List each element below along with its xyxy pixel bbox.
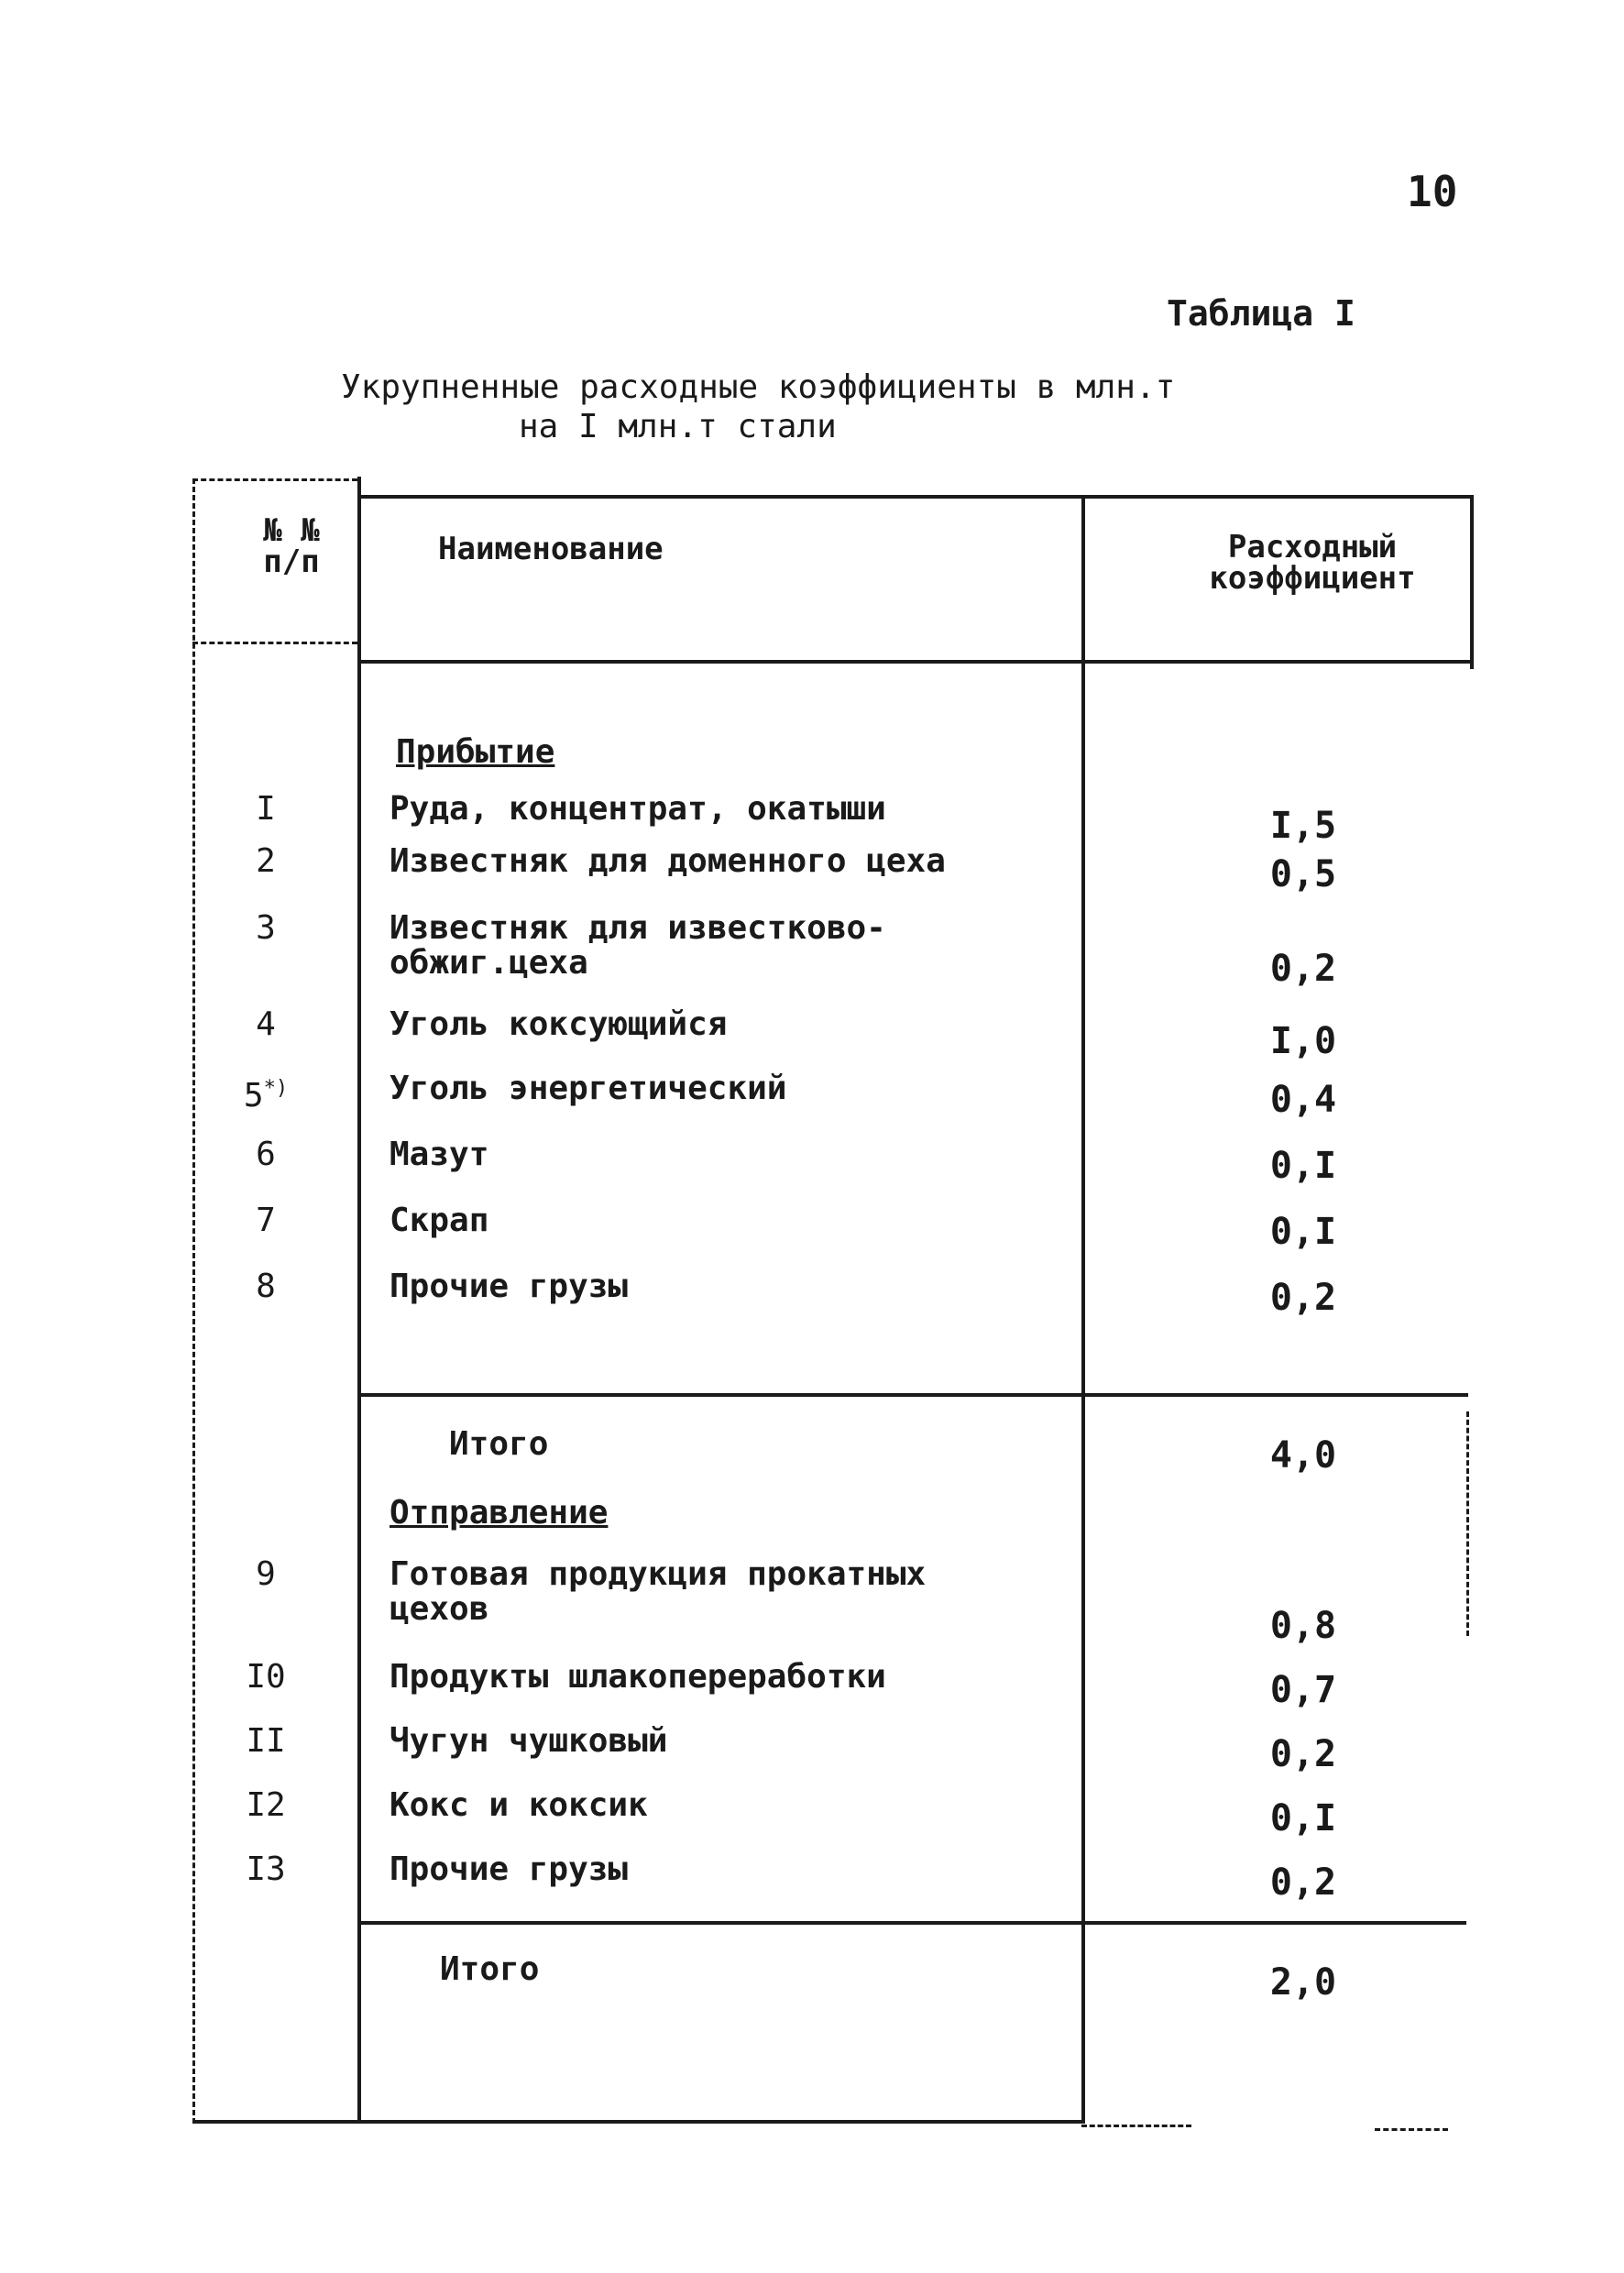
row-coefficient: 0,7 xyxy=(1269,1669,1337,1711)
row-name xyxy=(390,909,886,982)
top-border xyxy=(357,495,1474,499)
total-dispatch-value: 2,0 xyxy=(1269,1961,1337,2004)
table-row xyxy=(0,1270,1624,1325)
table-row xyxy=(0,1722,1624,1780)
table-row xyxy=(0,1555,1624,1659)
row-number: 6 xyxy=(256,1136,276,1173)
row-coefficient: I,0 xyxy=(1269,1020,1337,1062)
row-number: I2 xyxy=(246,1786,286,1824)
header-number-line-2: п/п xyxy=(263,544,320,580)
row-coefficient: I,5 xyxy=(1269,805,1337,847)
row-name: Кокс и коксик xyxy=(390,1786,648,1824)
row-number: 8 xyxy=(256,1268,276,1305)
row-name: Продукты шлакопереработки xyxy=(390,1658,886,1696)
table-title-line-1: Укрупненные расходные коэффициенты в млн.т xyxy=(341,368,1176,406)
row-number: I0 xyxy=(246,1658,286,1696)
row-coefficient: 0,I xyxy=(1269,1211,1337,1253)
row-number: 7 xyxy=(256,1202,276,1239)
table-title-line-2: на I млн.т стали xyxy=(519,408,837,445)
header-number-line-1: № № xyxy=(263,512,320,549)
footnote-mark: *) xyxy=(263,1077,289,1100)
row-name: Прочие грузы xyxy=(390,1850,629,1888)
row-number: I3 xyxy=(246,1850,286,1888)
total-arrival-value: 4,0 xyxy=(1269,1434,1337,1477)
row-name: Прочие грузы xyxy=(390,1268,629,1305)
arrival-total-separator xyxy=(357,1393,1468,1397)
table-row xyxy=(0,1786,1624,1844)
header-coefficient-line-1: Расходный xyxy=(1227,529,1398,566)
row-coefficient: 0,5 xyxy=(1269,853,1337,895)
row-number: II xyxy=(246,1722,286,1760)
table-row xyxy=(0,909,1624,1013)
row-name: Мазут xyxy=(390,1136,489,1173)
row-name xyxy=(390,1555,927,1628)
row-name: Уголь энергетический xyxy=(390,1070,787,1107)
table-row xyxy=(0,842,1624,900)
row-name-line-2: обжиг.цеха xyxy=(390,944,588,982)
row-number: 2 xyxy=(256,842,276,880)
page-number: 10 xyxy=(1407,167,1458,216)
header-separator xyxy=(357,660,1474,664)
row-number: 4 xyxy=(256,1005,276,1043)
bottom-border-right-2 xyxy=(1375,2128,1448,2131)
table-row xyxy=(0,1204,1624,1259)
table-row xyxy=(0,1072,1624,1127)
header-coefficient-line-2: коэффициент xyxy=(1209,560,1416,597)
bottom-border xyxy=(192,2120,1081,2124)
top-border-left xyxy=(192,478,357,481)
dispatch-total-separator xyxy=(357,1921,1466,1925)
table-row xyxy=(0,1005,1624,1063)
row-number: 9 xyxy=(256,1555,276,1593)
row-number: 3 xyxy=(256,909,276,947)
section-arrival: Прибытие xyxy=(396,733,555,771)
row-name: Известняк для доменного цеха xyxy=(390,842,946,880)
table-row xyxy=(0,1138,1624,1193)
table-row xyxy=(0,1658,1624,1716)
row-name-line-2: цехов xyxy=(390,1590,489,1628)
row-coefficient: 0,2 xyxy=(1269,1861,1337,1904)
row-name: Уголь коксующийся xyxy=(390,1005,728,1043)
header-separator-left xyxy=(192,642,357,644)
row-coefficient: 0,2 xyxy=(1269,1277,1337,1319)
section-dispatch: Отправление xyxy=(390,1494,609,1532)
row-name: Руда, концентрат, окатыши xyxy=(390,790,886,828)
row-coefficient: 0,4 xyxy=(1269,1079,1337,1121)
bottom-border-right-1 xyxy=(1081,2125,1191,2127)
header-coefficient xyxy=(1129,529,1496,597)
table-row xyxy=(0,1850,1624,1908)
table-row xyxy=(0,790,1624,848)
table-label: Таблица I xyxy=(1167,293,1355,334)
row-coefficient: 0,I xyxy=(1269,1145,1337,1187)
header-number xyxy=(246,512,337,580)
total-dispatch-label: Итого xyxy=(440,1950,540,1988)
row-name: Чугун чушковый xyxy=(390,1722,668,1760)
row-coefficient: 0,I xyxy=(1269,1797,1337,1839)
row-coefficient: 0,2 xyxy=(1269,1733,1337,1775)
row-number xyxy=(220,1072,312,1113)
row-number: I xyxy=(256,790,276,828)
row-coefficient: 0,8 xyxy=(1269,1605,1337,1647)
row-number-value: 5 xyxy=(243,1077,264,1115)
row-name: Скрап xyxy=(390,1202,489,1239)
total-arrival-label: Итого xyxy=(449,1425,549,1463)
header-name: Наименование xyxy=(438,531,664,567)
row-name-line-1: Известняк для известково- xyxy=(390,909,886,947)
row-coefficient: 0,2 xyxy=(1269,948,1337,990)
row-name-line-1: Готовая продукция прокатных xyxy=(390,1555,927,1593)
